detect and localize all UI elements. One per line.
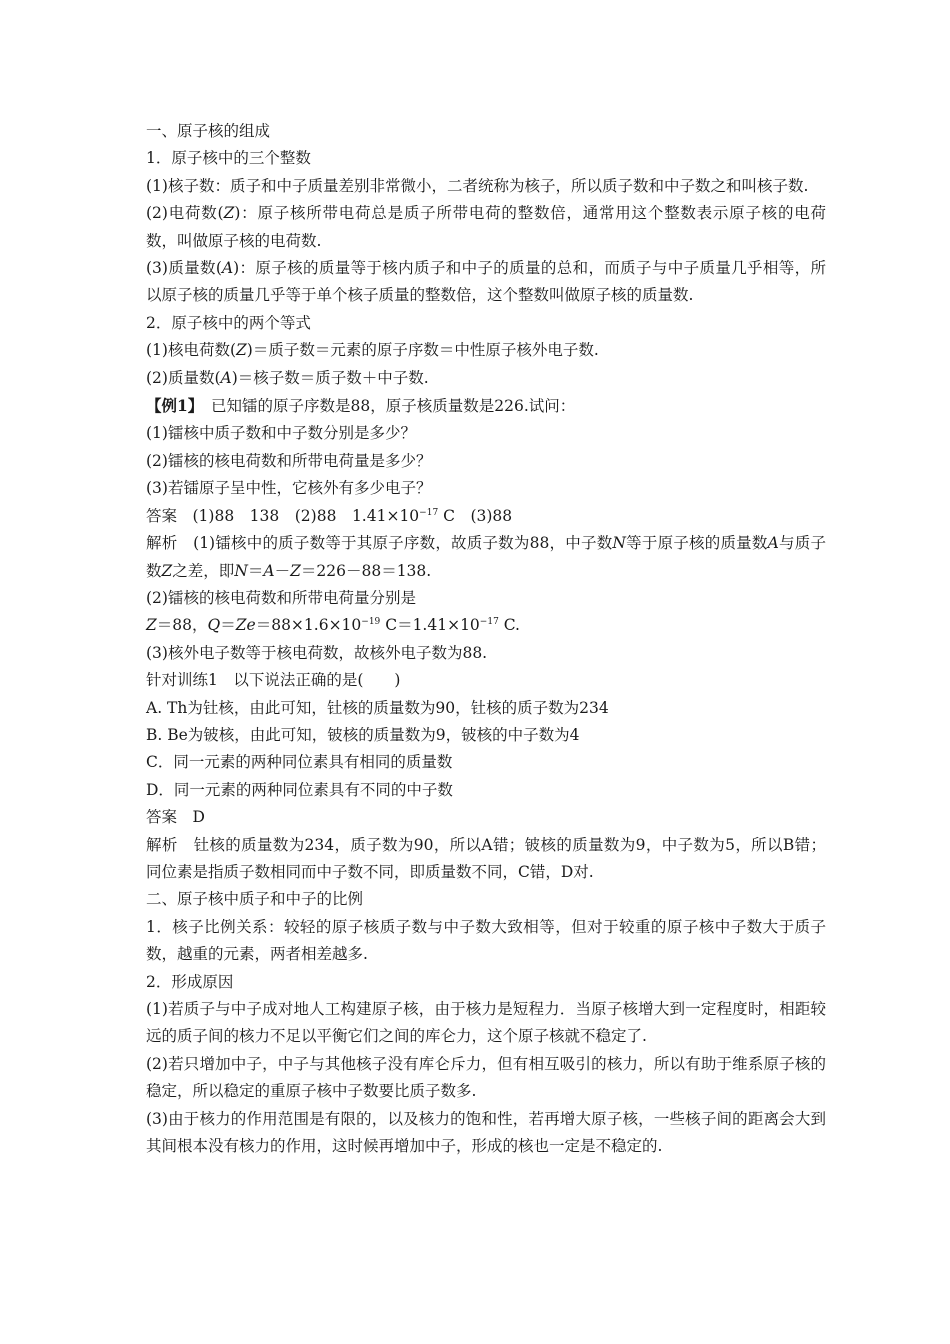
analysis-paragraph: (3)核外电子数等于核电荷数，故核外电子数为88. <box>146 643 488 662</box>
option-b: B. Be为铍核，由此可知，铍核的质量数为9，铍核的中子数为4 <box>146 725 580 744</box>
answer-line: 答案 D <box>146 808 205 827</box>
paragraph: 2．形成原因 <box>146 972 234 991</box>
analysis-paragraph: 解析 (1)镭核中的质子数等于其原子序数，故质子数为88，中子数N等于原子核的质量数A与质子数Z之差，即N＝A－Z＝226－88＝138. <box>146 534 826 580</box>
option-c: C．同一元素的两种同位素具有相同的质量数 <box>146 753 453 772</box>
paragraph: 1．核子比例关系：较轻的原子核质子数与中子数大致相等，但对于较重的原子核中子数大于质子数，越重的元素，两者相差越多. <box>146 917 826 964</box>
paragraph: (1)若质子与中子成对地人工构建原子核，由于核力是短程力．当原子核增大到一定程度时，相距较远的质子间的核力不足以平衡它们之间的库仑力，这个原子核就不稳定了. <box>146 1000 826 1046</box>
paragraph: (2)电荷数(Z)：原子核所带电荷总是质子所带电荷的整数倍，通常用这个整数表示原子核的电荷数，叫做原子核的电荷数. <box>146 204 826 250</box>
question: (2)镭核的核电荷数和所带电荷量是多少？ <box>146 451 432 470</box>
paragraph: (3)质量数(A)：原子核的质量等于核内质子和中子的质量的总和，而质子与中子质量几乎相等，所以原子核的质量几乎等于单个核子质量的整数倍，这个整数叫做原子核的质量数. <box>146 259 826 305</box>
option-d: D．同一元素的两种同位素具有不同的中子数 <box>146 780 453 799</box>
example-label: 【例1】 <box>146 396 196 416</box>
analysis-paragraph: (2)镭核的核电荷数和所带电荷量分别是 <box>146 588 416 607</box>
equation-line: (2)质量数(A)＝核子数＝质子数＋中子数. <box>146 368 429 387</box>
analysis-paragraph: 解析 钍核的质量数为234，质子数为90，所以A错；铍核的质量数为9，中子数为5，所以B错；同位素是指质子数相同而中子数不同，即质量数不同，C错，D对. <box>146 835 826 881</box>
question: (3)若镭原子呈中性，它核外有多少电子？ <box>146 479 432 498</box>
paragraph: (3)由于核力的作用范围是有限的，以及核力的饱和性，若再增大原子核，一些核子间的距离会大到其间根本没有核力的作用，这时候再增加中子，形成的核也一定是不稳定的. <box>146 1109 826 1156</box>
equation-line: Z＝88，$Q=Ze=88\times 1.6\times 10^{-19}$ $C=1.41\times 10^{-17}$ C. <box>146 616 520 635</box>
option-a: A. Th为钍核，由此可知，钍核的质量数为90，钍核的质子数为234 <box>146 698 609 717</box>
sub2-title: 2．原子核中的两个等式 <box>146 313 311 332</box>
sub1-title: 1．原子核中的三个整数 <box>146 149 311 168</box>
document-page <box>146 118 826 1160</box>
question: (1)镭核中质子数和中子数分别是多少？ <box>146 424 416 443</box>
paragraph: (2)若只增加中子，中子与其他核子没有库仑斥力，但有相互吸引的核力，所以有助于维系原子核的稳定，所以稳定的重原子核中子数要比质子数多. <box>146 1054 826 1101</box>
section1-heading: 一、原子核的组成 <box>146 122 271 140</box>
example1-stem: 【例1】 已知镭的原子序数是88，原子核质量数是226.试问： <box>146 396 576 416</box>
answer-line: 答案 (1)88 138 (2)88 $1.41\times 10^{-17}$ C (3)88 <box>146 506 513 525</box>
section2-heading: 二、原子核中质子和中子的比例 <box>146 890 364 909</box>
paragraph: (1)核子数：质子和中子质量差别非常微小，二者统称为核子，所以质子数和中子数之和叫核子数. <box>146 176 809 195</box>
training-title: 针对训练1 以下说法正确的是( ) <box>146 671 401 690</box>
equation-line: (1)核电荷数(Z)＝质子数＝元素的原子序数＝中性原子核外电子数. <box>146 341 599 360</box>
